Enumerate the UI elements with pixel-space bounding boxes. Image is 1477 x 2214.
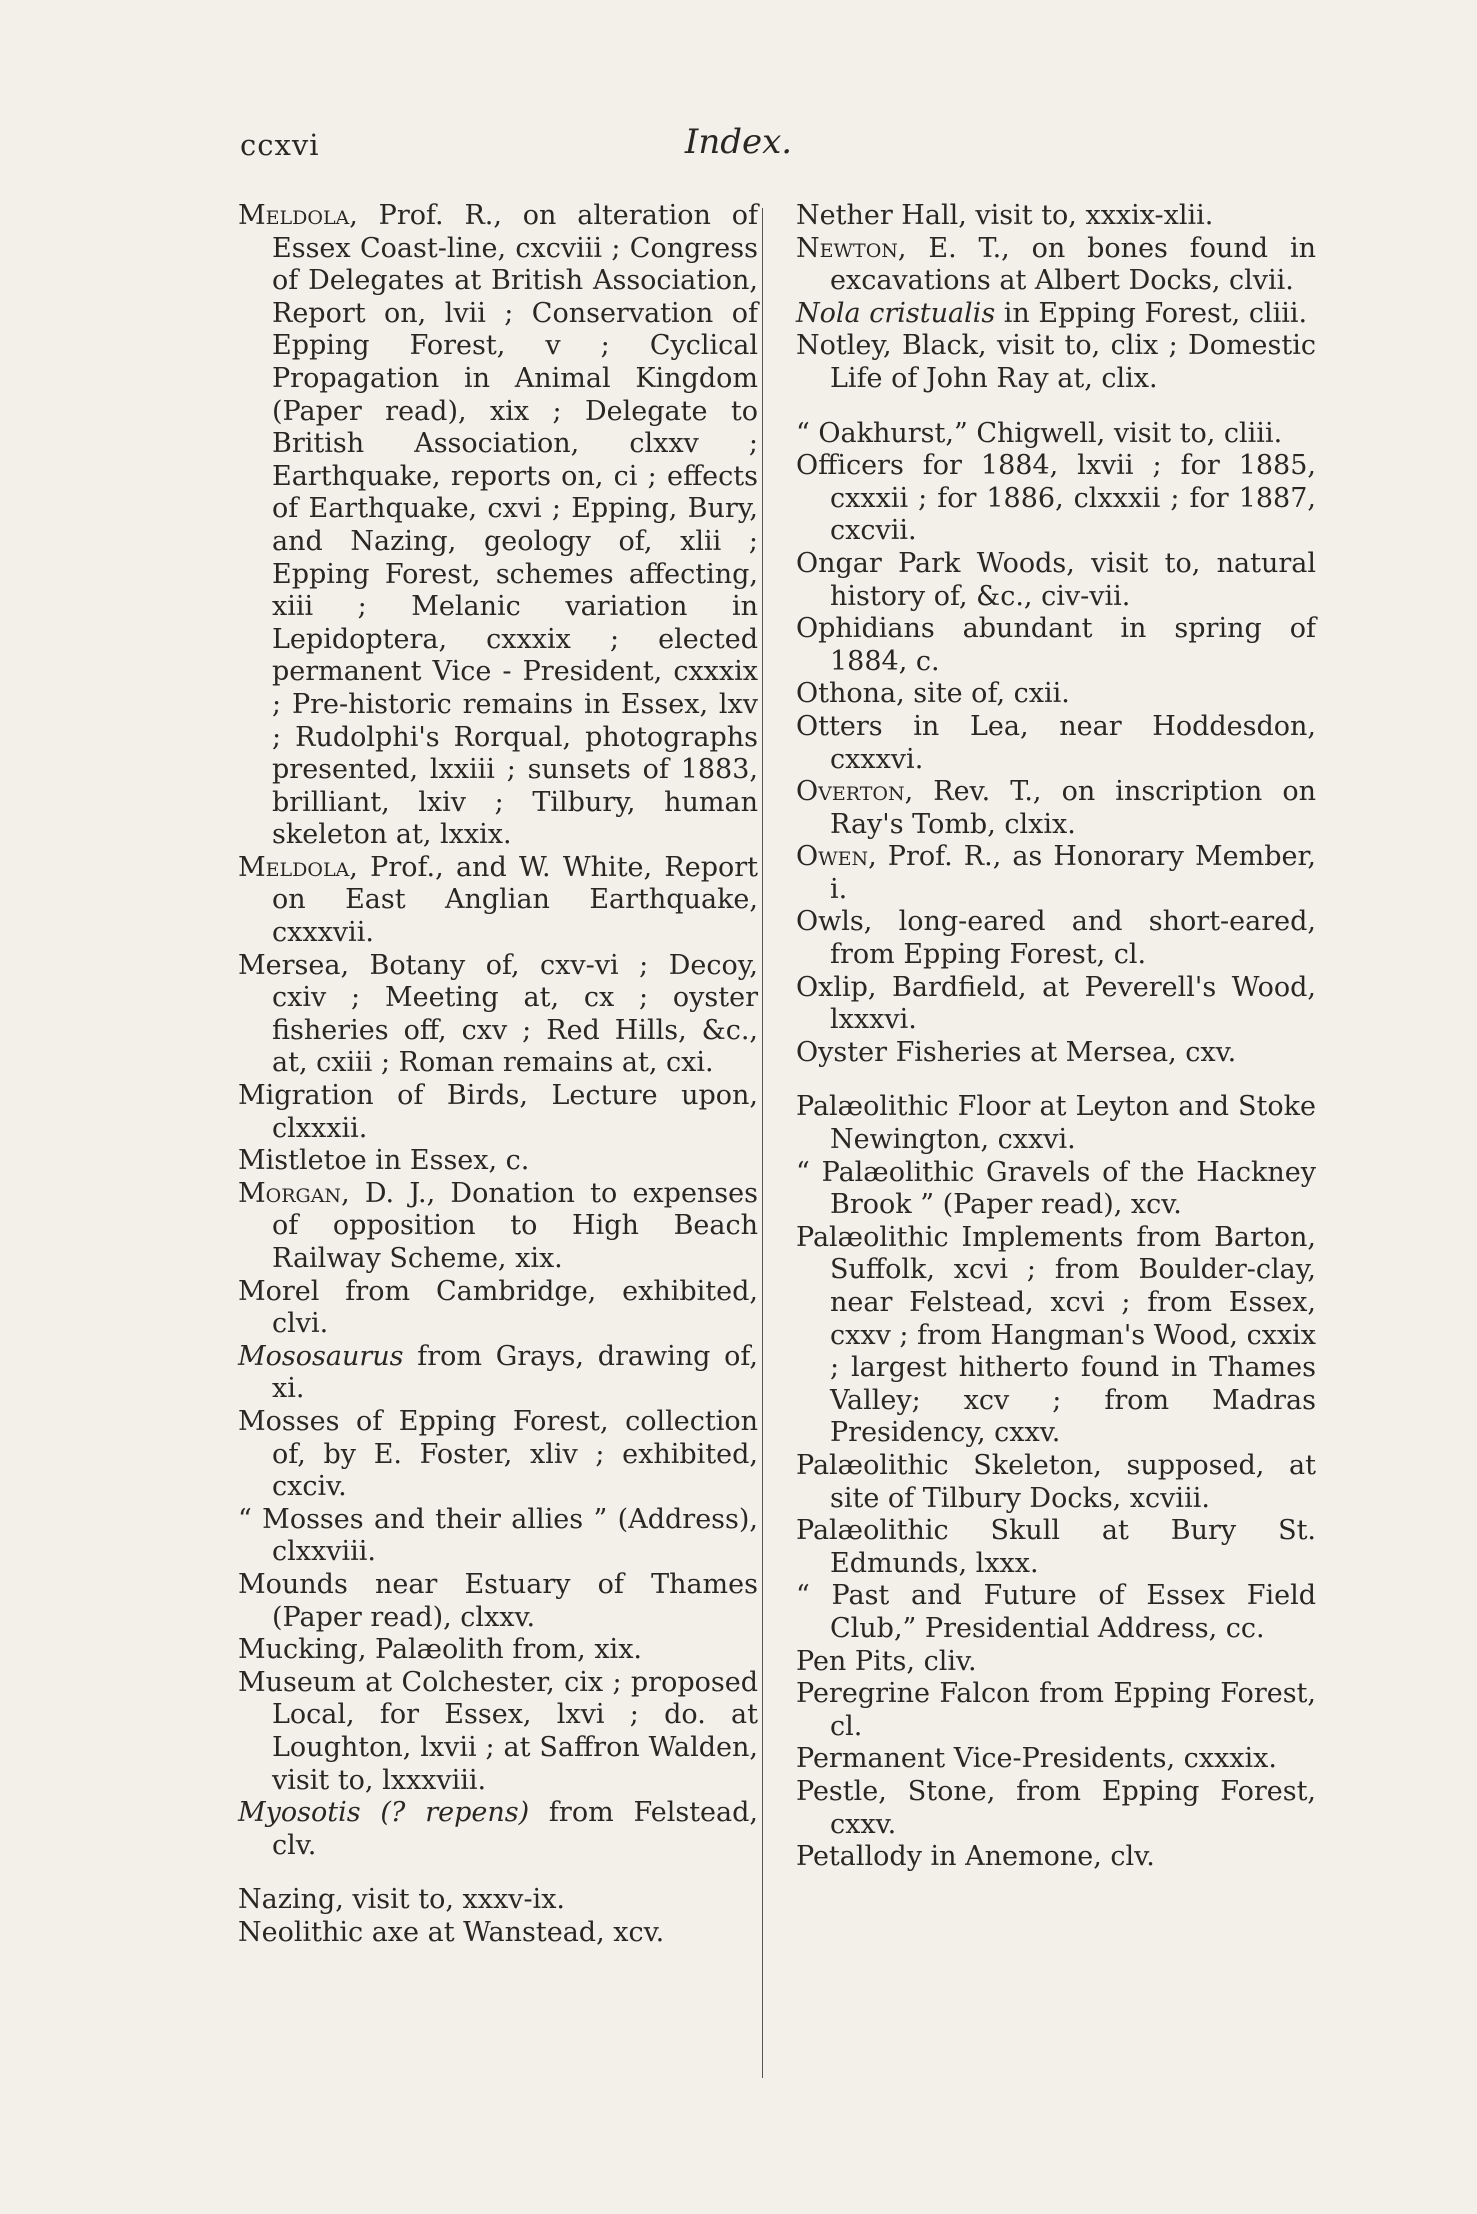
index-entry-text: Pen Pits, cliv. [796,1645,977,1677]
index-entry [238,1145,758,1178]
index-entry-text: Peregrine Falcon from Epping Forest, cl. [796,1678,1316,1742]
index-entry-text: “ Mosses and their allies ” (Address), clxxviii. [238,1503,758,1568]
index-entry [238,1276,758,1341]
index-entry-text: Mucking, Palæolith from, xix. [238,1634,642,1666]
index-entry [796,1515,1316,1580]
index-entry-text: Oxlip, Bardfield, at Peverell's Wood, lxxxvi. [796,971,1316,1036]
index-entry-heading: Overton [796,776,905,808]
index-entry [796,1091,1316,1156]
running-title: Index. [684,122,793,162]
index-entry-text: “ Past and Future of Essex Field Club,” Presidential Address, cc. [796,1580,1316,1644]
index-entry-text: Petallody in Anemone, clv. [796,1841,1155,1873]
index-entry [796,233,1316,298]
index-entry-heading: Morgan [238,1177,342,1209]
index-entry-text: , Prof., and W. White, Report on East Anglian Earthquake, cxxxvii. [272,851,758,949]
index-entry-text: , Prof. R., as Honorary Member, i. [830,841,1316,905]
index-entry [796,1037,1316,1070]
index-entry-heading: Meldola [238,851,350,883]
index-entry [796,972,1316,1037]
index-column-right [796,200,1316,1874]
index-entry-text: Ongar Park Woods, visit to, natural history of, &c., civ-vii. [796,547,1316,612]
index-entry [796,1678,1316,1743]
page-number: ccxvi [240,128,320,162]
index-entry-text: Migration of Birds, Lecture upon, clxxxii. [238,1080,758,1144]
index-entry [238,950,758,1080]
index-entry-heading: Myosotis (? repens) [238,1797,530,1829]
index-entry [796,906,1316,971]
index-entry [796,776,1316,841]
index-entry-text: , D. J., Donation to expenses of opposition to High Beach Railway Scheme, xix. [272,1177,758,1274]
index-entry-text: Pestle, Stone, from Epping Forest, cxxv. [796,1775,1316,1840]
index-entry [796,841,1316,906]
index-entry-text: Owls, long-eared and short-eared, from Epping Forest, cl. [796,906,1316,971]
index-entry-text: Othona, site of, cxii. [796,678,1070,710]
index-entry-text: Ophidians abundant in spring of 1884, c. [796,613,1316,677]
column-divider [762,208,763,2078]
index-entry [238,1884,758,1917]
index-entry-text: Mounds near Estuary of Thames (Paper read), clxxv. [238,1568,758,1633]
index-entry-text: Palæolithic Skull at Bury St. Edmunds, lxxx. [796,1515,1316,1579]
index-entry-text: from Felstead, clv. [272,1797,758,1861]
index-entry [796,1646,1316,1679]
index-entry [238,200,758,852]
index-entry [796,330,1316,395]
index-entry-text: Permanent Vice-Presidents, cxxxix. [796,1743,1277,1775]
index-entry [796,1743,1316,1776]
index-entry-heading: Meldola [238,200,350,231]
index-entry-text: Nazing, visit to, xxxv-ix. [238,1884,566,1916]
index-entry [796,1841,1316,1874]
index-entry-text: , E. T., on bones found in excavations at Albert Docks, clvii. [830,232,1316,297]
index-entry [238,1341,758,1406]
index-entry-heading: Nola cristualis [796,297,996,329]
index-entry-text: Palæolithic Floor at Leyton and Stoke Newington, cxxvi. [796,1091,1316,1156]
index-entry [796,418,1316,451]
index-entry-text: Nether Hall, visit to, xxxix-xlii. [796,200,1214,231]
index-entry [796,1776,1316,1841]
index-entry-text: Otters in Lea, near Hoddesdon, cxxxvi. [796,710,1316,775]
index-entry [796,200,1316,233]
index-entry-text: Notley, Black, visit to, clix ; Domestic Life of John Ray at, clix. [796,330,1316,394]
index-entry-text: Officers for 1884, lxvii ; for 1885, cxxxii ; for 1886, clxxxii ; for 1887, cxcvii. [796,450,1316,547]
index-entry-text: “ Oakhurst,” Chigwell, visit to, cliii. [796,417,1283,449]
index-entry-text: from Grays, drawing of, xi. [272,1340,758,1405]
index-entry [796,1450,1316,1515]
index-entry-text: Mosses of Epping Forest, collection of, by E. Foster, xliv ; exhibited, cxciv. [238,1405,758,1503]
index-entry [238,1667,758,1797]
index-entry [796,711,1316,776]
index-entry-text: Neolithic axe at Wanstead, xcv. [238,1916,665,1948]
index-entry [238,1634,758,1667]
index-entry [796,298,1316,331]
index-entry-text: Palæolithic Implements from Barton, Suffolk, xcvi ; from Boulder-clay, near Felstead, xcvi ; from Essex, cxxv ; from Hangman's Wood, cxxix ; largest hitherto found in Thames Valley; xcv ; from Madras Presidency, cxxv. [796,1221,1317,1449]
index-entry [238,1080,758,1145]
index-entry-text: in Epping Forest, cliii. [995,297,1308,329]
index-entry [796,613,1316,678]
index-entry-heading: Newton [796,232,898,264]
index-entry [796,1222,1316,1450]
index-entry [238,1797,758,1862]
index-entry [796,1157,1316,1222]
index-entry-heading: Owen [796,841,869,873]
index-entry-text: , Prof. R., on alteration of Essex Coast-line, cxcviii ; Congress of Delegates at British Association, Report on, lvii ; Conservation of Epping Forest, v ; Cyclical Propagation in Animal Kingdom (Paper read), xix ; Delegate to British Association, clxxv ; Earthquake, reports on, ci ; effects of Earthquake, cxvi ; Epping, Bury, and Nazing, geology of, xlii ; Epping Forest, schemes affecting, xiii ; Melanic variation in Lepidoptera, cxxxix ; elected permanent Vice - President, cxxxix ; Pre-historic remains in Essex, lxv ; Rudolphi's Rorqual, photographs presented, lxxiii ; sunsets of 1883, brilliant, lxiv ; Tilbury, human skeleton at, lxxix. [272,200,758,851]
index-entry-text: , Rev. T., on inscription on Ray's Tomb, clxix. [830,776,1316,840]
index-entry [238,1917,758,1950]
index-entry [796,548,1316,613]
index-entry [796,678,1316,711]
index-entry [238,852,758,950]
index-entry-text: Mistletoe in Essex, c. [238,1145,530,1177]
index-entry-text: Palæolithic Skeleton, supposed, at site of Tilbury Docks, xcviii. [796,1449,1316,1514]
index-entry-text: Mersea, Botany of, cxv-vi ; Decoy, cxiv ; Meeting at, cx ; oyster fisheries off, cxv ; Red Hills, &c., at, cxiii ; Roman remains at, cxi. [238,949,758,1079]
index-entry-text: Oyster Fisheries at Mersea, cxv. [796,1036,1237,1068]
index-entry-text: “ Palæolithic Gravels of the Hackney Brook ” (Paper read), xcv. [796,1156,1316,1221]
index-entry-heading: Mososaurus [238,1340,404,1372]
index-entry [238,1569,758,1634]
index-entry [238,1406,758,1504]
index-entry-text: Museum at Colchester, cix ; proposed Local, for Essex, lxvi ; do. at Loughton, lxvii ; at Saffron Walden, visit to, lxxxviii. [238,1666,758,1796]
index-entry-text: Morel from Cambridge, exhibited, clvi. [238,1275,758,1340]
index-entry [238,1178,758,1276]
index-column-left [238,200,758,1949]
index-entry [238,1504,758,1569]
index-entry [796,450,1316,548]
index-entry [796,1580,1316,1645]
